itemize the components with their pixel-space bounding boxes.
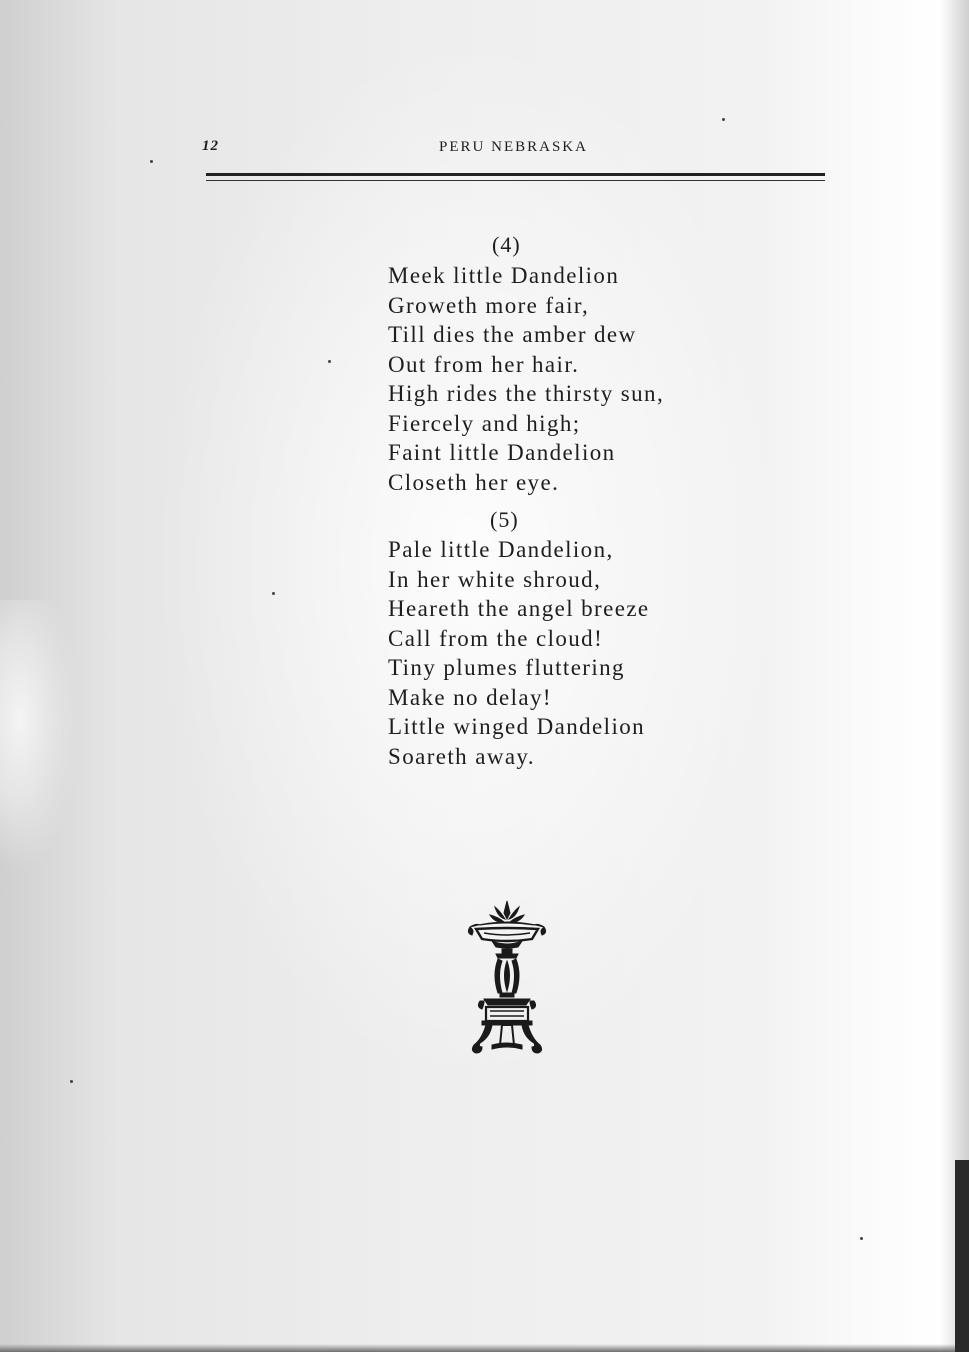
poem-line: High rides the thirsty sun,	[388, 381, 665, 406]
speck	[722, 118, 725, 121]
header-rule-thick	[206, 173, 825, 176]
poem-line: Till dies the amber dew	[388, 322, 637, 347]
page-right-edge	[955, 1160, 969, 1352]
speck	[272, 592, 275, 595]
poem-line: Meek little Dandelion	[388, 263, 620, 288]
poem-line: Heareth the angel breeze	[388, 596, 650, 621]
speck	[860, 1237, 863, 1240]
running-title: PERU NEBRASKA	[439, 139, 588, 155]
urn-pedestal-tailpiece-icon	[462, 895, 552, 1060]
poem-line: Little winged Dandelion	[388, 714, 646, 739]
speck	[328, 360, 331, 363]
speck	[70, 1080, 73, 1083]
poem-line: Groweth more fair,	[388, 292, 590, 318]
poem-line: In her white shroud,	[388, 566, 602, 592]
header-rule-thin	[206, 180, 825, 181]
poem-line: Tiny plumes fluttering	[388, 655, 625, 680]
poem-line: Faint little Dandelion	[388, 440, 616, 465]
page-number: 12	[202, 138, 219, 154]
poem-line: Call from the cloud!	[388, 625, 604, 651]
poem-line: Soareth away.	[388, 743, 535, 769]
stanza-5	[388, 535, 650, 771]
page-bottom-edge	[0, 1344, 969, 1352]
stanza-5-number: (5)	[490, 507, 519, 532]
poem-line: Out from her hair.	[388, 351, 580, 377]
poem-line: Make no delay!	[388, 684, 552, 710]
stanza-4	[388, 261, 664, 497]
poem-line: Pale little Dandelion,	[388, 537, 614, 562]
stanza-4-number: (4)	[492, 232, 521, 257]
thumb-shadow	[0, 600, 90, 880]
poem-line: Fiercely and high;	[388, 410, 581, 436]
speck	[150, 160, 153, 163]
poem-line: Closeth her eye.	[388, 469, 560, 495]
